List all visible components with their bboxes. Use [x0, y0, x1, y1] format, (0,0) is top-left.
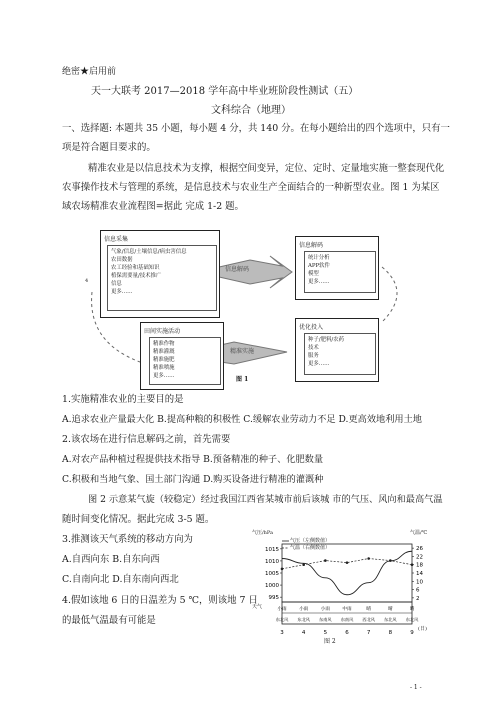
right-tick-label: 2 [416, 595, 420, 602]
question-3-cd: C.自南向北 D.自东南向西北 [62, 574, 179, 585]
temperature-point [324, 559, 327, 562]
ylabel-right: 气温/℃ [410, 530, 428, 536]
question-1: 1.实施精准农业的主要目的是 [62, 394, 184, 405]
right-tick-label: 14 [416, 571, 423, 577]
prepare-item: 技术 [308, 345, 319, 351]
ylabel-left: 气压/hPa [252, 530, 274, 536]
x-tick-label: 9 [410, 630, 414, 636]
passage2-line2: 随时间变化情况。据此完成 3-5 题。 [62, 514, 215, 525]
pressure-line [282, 551, 412, 595]
question-3: 3.推测该天气系统的移动方向为 [62, 534, 193, 545]
page-number: - 1 - [410, 684, 422, 691]
prepare-item: 服务 [308, 353, 319, 359]
x-tick-label: 6 [345, 630, 349, 636]
field-item: 精准作物 [153, 341, 175, 347]
wind-cell: 东北风 [275, 617, 289, 622]
box-info-collect-title: 信息采集 [104, 236, 129, 243]
temperature-point [302, 563, 305, 566]
decode-item: 更多…… [308, 279, 330, 285]
temperature-point [346, 561, 349, 564]
wind-cell: 东北风 [405, 617, 419, 622]
box-decode [295, 236, 379, 300]
weather-cell: 晴 [366, 607, 371, 612]
x-tick-label: 7 [366, 630, 371, 636]
wind-cell: 东北风 [384, 617, 397, 622]
wind-cell: 东南风 [319, 617, 332, 622]
x-tick-label: 5 [323, 630, 328, 636]
box-prepare-title: 优化投入 [299, 324, 324, 331]
question-2: 2.该农场在进行信息解码之前，首先需要 [62, 434, 231, 445]
weather-cell: 中雨 [342, 607, 352, 612]
x-tick-label: 3 [280, 630, 284, 636]
question-3-ab: A.自西向东 B.自东向西 [62, 554, 160, 565]
box-info-collect [100, 230, 220, 318]
arrow-top-label: 信息解码 [225, 266, 250, 273]
question-1-options: A.追求农业产量最大化 B.提高种粮的积极性 C.缓解农业劳动力不足 D.更高效地利用土地 [62, 414, 422, 425]
right-tick-label: 26 [416, 546, 423, 553]
field-item: 更多…… [153, 373, 175, 379]
figure-1-marker: 4 [85, 278, 89, 284]
decode-item: APP软件 [308, 263, 330, 269]
section-intro-line2: 项是符合题目要求的。 [62, 142, 156, 153]
x-unit: (日) [418, 626, 427, 632]
legend-temp: 气温（右侧数值） [290, 545, 331, 551]
right-tick-label: 18 [416, 562, 423, 569]
temperature-point [367, 557, 370, 560]
figure-1-caption: 图 1 [236, 376, 249, 383]
section-intro-line1: 一、选择题: 本题共 35 小题，每小题 4 分，共 140 分。在每小题给出的四个选项中，只有一 [62, 123, 450, 134]
passage-line1: 精准农业是以信息技术为支撑，根据空间变异，定位、定时、定量地实施一整套现代化 [88, 163, 445, 174]
chart-svg [252, 530, 436, 636]
right-tick-label: 6 [416, 587, 420, 594]
info-item: 植保需要量/技术推广 [111, 273, 162, 279]
weather-cell: 晴 [388, 607, 393, 612]
decode-item: 统计分析 [308, 255, 330, 261]
info-item: 农田数据 [111, 257, 133, 263]
box-field [140, 322, 224, 390]
left-tick-label: 1000 [265, 583, 279, 590]
field-item: 精准喷施 [153, 365, 175, 371]
box-prepare-list [304, 333, 376, 375]
plot-frame [282, 544, 412, 602]
prepare-item: 种子/肥料/农药 [308, 337, 344, 343]
exam-title: 天一大联考 2017—2018 学年高中毕业班阶段性测试（五） [91, 86, 359, 97]
info-item: 农工经验和基础知识 [111, 265, 160, 271]
exam-subtitle: 文科综合（地理） [211, 105, 291, 116]
question-2-options-2: C.积极和当地气象、国土部门沟通 D.购买设备进行精准的灌溉种 [62, 474, 324, 485]
temperature-point [389, 559, 392, 562]
figure-2-chart [252, 530, 436, 636]
wind-cell: 西北风 [362, 617, 375, 622]
temperature-point [281, 568, 284, 571]
info-item: 更多…… [111, 289, 133, 295]
box-prepare [295, 318, 379, 382]
box-decode-title: 信息解码 [299, 242, 324, 249]
info-item: 气象/信息/土壤信息/病虫害信息 [111, 249, 187, 255]
box-field-title: 田间实施活动 [144, 328, 181, 335]
question-4-line1: 4.假如该地 6 日的日温差为 5 ℃，则该地 7 日 [62, 595, 258, 606]
field-item: 精准施肥 [153, 357, 175, 363]
box-info-collect-list [107, 245, 217, 311]
x-tick-label: 8 [388, 630, 393, 636]
decode-item: 模型 [308, 271, 319, 277]
arrow-bottom-label: 精准实施 [230, 348, 255, 355]
wind-cell: 东南风 [340, 617, 354, 622]
passage-line3: 域农场精准农业流程图=据此 完成 1-2 题。 [62, 201, 244, 212]
weather-row-label: 天气 [252, 604, 263, 610]
passage-line2: 农事操作技术与管理的系统，是信息技术与农业生产全面结合的一种新型农业。图 1 为某区 [62, 182, 440, 193]
box-field-list [149, 337, 221, 385]
question-4-line2: 的最低气温最有可能是 [62, 615, 156, 626]
weather-cell: 小雨 [320, 607, 330, 612]
info-item: 信息 [111, 281, 122, 287]
temperature-point [411, 563, 414, 566]
figure-2-caption: 图 2 [324, 638, 336, 645]
weather-cell: 小雨 [277, 607, 287, 612]
weather-cell: 晴 [409, 607, 415, 612]
legend-pressure: 气压（左侧数值） [290, 538, 331, 544]
box-decode-list [304, 251, 376, 293]
passage2-line1: 图 2 示意某气旋（较稳定）经过我国江西省某城市前后该城 市的气压、风向和最高气温 [88, 494, 443, 505]
field-item: 精准灌溉 [153, 349, 175, 355]
weather-cell: 小雨 [299, 607, 309, 612]
left-tick-label: 1010 [265, 558, 279, 565]
left-tick-label: 1015 [265, 546, 279, 553]
right-tick-label: 10 [416, 579, 423, 586]
wind-cell: 东北风 [297, 617, 310, 622]
left-tick-label: 1005 [265, 571, 279, 577]
question-2-options-1: A.对农产品种植过程提供技术指导 B.预备精准的种子、化肥数量 [62, 454, 324, 465]
prepare-item: 更多…… [308, 361, 330, 367]
figure-1 [82, 222, 412, 392]
right-tick-label: 22 [416, 554, 423, 561]
x-tick-label: 4 [301, 630, 306, 636]
left-tick-label: 995 [268, 595, 279, 602]
secret-label: 绝密★启用前 [62, 67, 117, 77]
